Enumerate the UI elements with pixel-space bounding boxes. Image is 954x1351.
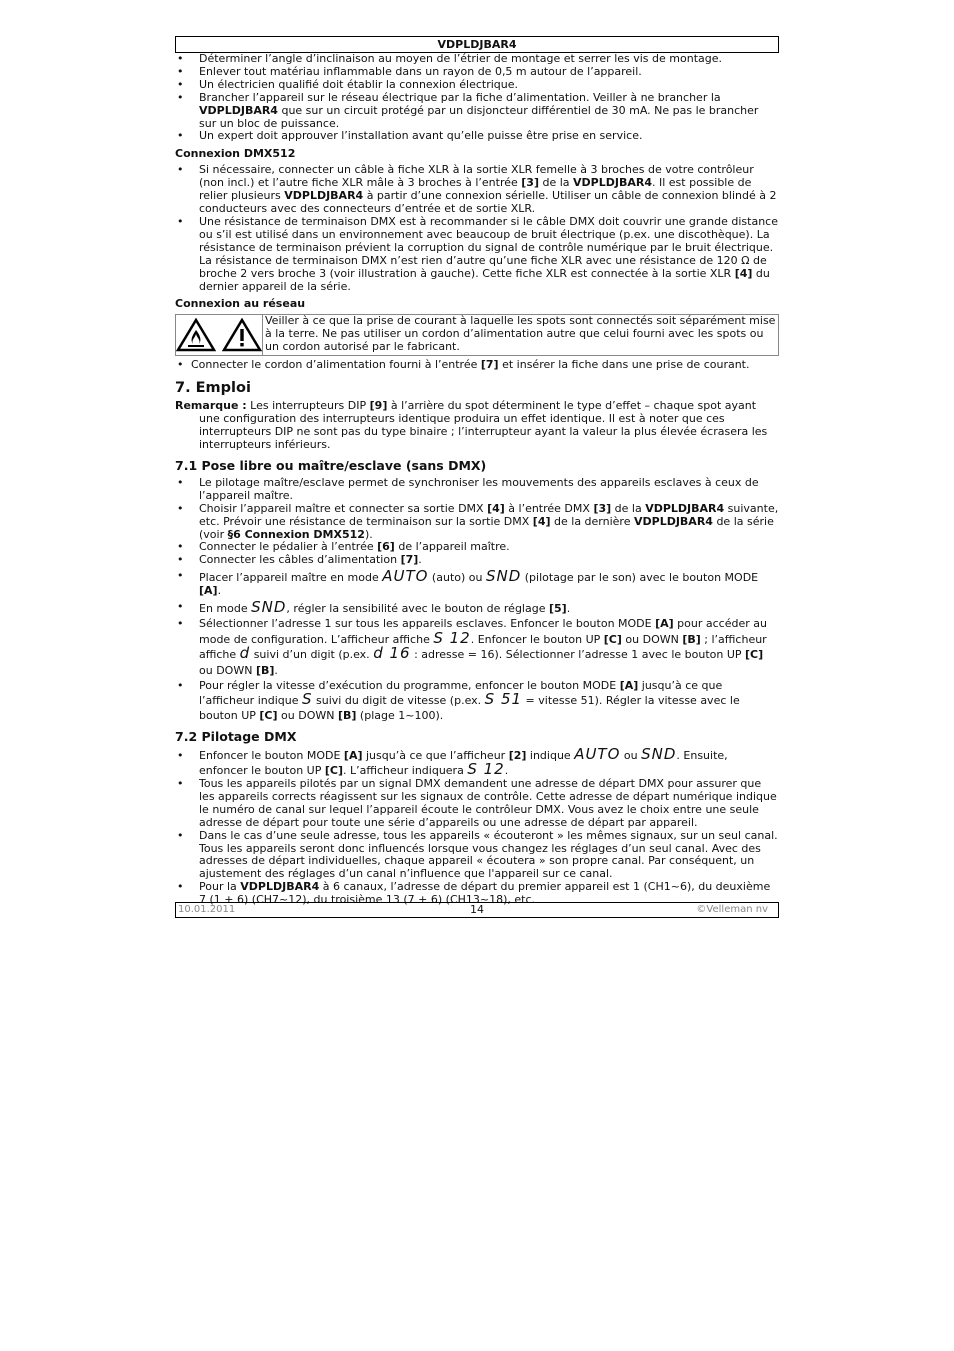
segment-display-snd: SND <box>485 567 522 586</box>
list-item: • Placer l’appareil maître en mode AUTO (auto) ou SND (pilotage par le son) avec le bouton MODE [A]. <box>175 570 779 598</box>
segment-display-s: S <box>302 690 313 708</box>
network-heading: Connexion au réseau <box>175 297 306 311</box>
page-footer <box>175 902 779 918</box>
install-list <box>175 53 779 143</box>
list-item: • Une résistance de terminaison DMX est à recommander si le câble DMX doit couvrir une grande distance ou s’il est utilisé dans un environnement avec beaucoup de bruit électrique (p.ex. une discothèque). La résistance de terminaison prévient la corruption du signal de contrôle numérique par le bruit électrique. La résistance de terminaison DMX n’est rien d’autre qu’une fiche XLR avec une résistance de 120 Ω de broche 2 vers broche 3 (voir illustration à gauche). Cette fiche XLR est connectée à la sortie XLR [4] du dernier appareil de la série. <box>175 216 779 293</box>
subsection-heading-dmx: 7.2 Pilotage DMX <box>175 729 297 744</box>
master-slave-list <box>175 477 779 723</box>
segment-display-auto: AUTO <box>382 567 429 586</box>
segment-display-d16: d 16 <box>373 644 411 662</box>
footer-copyright: ©Velleman nv <box>696 904 768 915</box>
list-item: • Brancher l’appareil sur le réseau électrique par la fiche d’alimentation. Veiller à ne brancher la VDPLDJBAR4 que sur un circuit protégé par un disjoncteur différentiel de 30 mA. Ne pas le brancher sur un bloc de puissance. <box>175 92 779 131</box>
segment-display-snd: SND <box>641 745 677 763</box>
list-item: • Un électricien qualifié doit établir la connexion électrique. <box>175 79 779 92</box>
list-item: • Dans le cas d’une seule adresse, tous les appareils « écouteront » les mêmes signaux, sur un seul canal. Tous les appareils seront donc influencés lorsque vous changez les réglages d’un seul canal. Avec des adresses de départ individuelles, chaque appareil « écoutera » son propre canal. Par conséquent, un ajustement des réglages d’un canal n’influence que l'appareil sur ce canal. <box>175 830 779 882</box>
segment-display-d: d <box>239 644 251 662</box>
list-item: • Enlever tout matériau inflammable dans un rayon de 0,5 m autour de l’appareil. <box>175 66 779 79</box>
list-item: • Connecter le cordon d’alimentation fourni à l’entrée [7] et insérer la fiche dans une prise de courant. <box>175 359 779 372</box>
dmx512-heading: Connexion DMX512 <box>175 147 296 161</box>
list-item: • Pour la VDPLDJBAR4 à 6 canaux, l’adresse de départ du premier appareil est 1 (CH1~6), du deuxième 7 (1 + 6) (CH7~12), du troisième 13 (7 + 6) (CH13~18), etc. <box>175 881 779 907</box>
subsection-heading-master-slave: 7.1 Pose libre ou maître/esclave (sans DMX) <box>175 457 487 473</box>
list-item: • Connecter les câbles d’alimentation [7]. <box>175 554 779 567</box>
list-item: • Déterminer l’angle d’inclinaison au moyen de l’étrier de montage et serrer les vis de montage. <box>175 53 779 66</box>
list-item: • Pour régler la vitesse d’exécution du programme, enfoncer le bouton MODE [A] jusqu’à ce que l’afficheur indique S suivi du digit de vitesse (p.ex. S 51 = vitesse 51). Régler la vitesse avec le bouton UP [C] ou DOWN [B] (plage 1~100). <box>175 678 779 723</box>
list-item: • Tous les appareils pilotés par un signal DMX demandent une adresse de départ DMX pour assurer que les appareils corrects réagissent sur les signaux de contrôle. Cette adresse de départ numérique indique le numéro de canal sur lequel l’appareil écoute le contrôleur DMX. Vous avez le choix entre une seule adresse de départ pour toute une série d’appareils ou une adresse de départ par appareil. <box>175 778 779 830</box>
network-list <box>175 359 779 372</box>
flammable-warning-icon <box>176 318 216 352</box>
list-item: • Un expert doit approuver l’installation avant qu’elle puisse être prise en service. <box>175 130 779 143</box>
remark-paragraph: Remarque : Les interrupteurs DIP [9] à l’arrière du spot déterminent le type d’effet – chaque spot ayant une configuration des interrupteurs identique produira un effet identique. Il est à noter que ces interrupteurs DIP ne sont pas du type binaire ; l’interrupteur ayant la valeur la plus élevée écrasera les interrupteurs inférieurs. <box>175 399 768 452</box>
section-heading-emploi: 7. Emploi <box>175 380 251 397</box>
segment-display-s51: S 51 <box>484 690 523 708</box>
dmx-control-list <box>175 745 779 907</box>
list-item: • Si nécessaire, connecter un câble à fiche XLR à la sortie XLR femelle à 3 broches de votre contrôleur (non incl.) et l’autre fiche XLR mâle à 3 broches à l’entrée [3] de la VDPLDJBAR4. Il est possible de relier plusieurs VDPLDJBAR4 à partir d’une connexion sérielle. Utiliser un câble de connexion blindé à 2 conducteurs avec des connecteurs d’entrée et de sortie XLR. <box>175 164 779 216</box>
segment-display-s12: S 12 <box>433 628 471 647</box>
document-page <box>175 36 779 907</box>
list-item: • En mode SND, régler la sensibilité avec le bouton de réglage [5]. <box>175 601 779 616</box>
page-header-title: VDPLDJBAR4 <box>175 36 779 53</box>
segment-display-s12: S 12 <box>467 760 505 778</box>
exclamation-warning-icon <box>222 318 262 352</box>
warning-text: Veiller à ce que la prise de courant à laquelle les spots sont connectés soit séparément mise à la terre. Ne pas utiliser un cordon d’alimentation autre que celui fourni avec les spots ou un cordon autorisé par le fabricant. <box>265 314 776 354</box>
list-item: • Enfoncer le bouton MODE [A] jusqu’à ce que l’afficheur [2] indique AUTO ou SND. Ensuite, enfoncer le bouton UP [C]. L’afficheur indiquera S 12. <box>175 748 779 778</box>
dmx512-list <box>175 164 779 293</box>
warning-box <box>175 314 779 356</box>
footer-page-number: 14 <box>470 903 484 916</box>
segment-display-auto: AUTO <box>574 745 621 763</box>
list-item: • Choisir l’appareil maître et connecter sa sortie DMX [4] à l’entrée DMX [3] de la VDPLDJBAR4 suivante, etc. Prévoir une résistance de terminaison sur la sortie DMX [4] de la dernière VDPLDJBAR4 de la série (voir §6 Connexion DMX512). <box>175 503 779 542</box>
segment-display-snd: SND <box>251 598 287 617</box>
list-item: • Le pilotage maître/esclave permet de synchroniser les mouvements des appareils esclaves à ceux de l’appareil maître. <box>175 477 779 503</box>
list-item: • Connecter le pédalier à l’entrée [6] de l’appareil maître. <box>175 541 779 554</box>
footer-date: 10.01.2011 <box>178 904 236 915</box>
list-item: • Sélectionner l’adresse 1 sur tous les appareils esclaves. Enfoncer le bouton MODE [A] pour accéder au mode de configuration. L’afficheur affiche S 12. Enfoncer le bouton UP [C] ou DOWN [B] ; l’afficheur affiche d suivi d’un digit (p.ex. d 16 : adresse = 16). Sélectionner l’adresse 1 avec le bouton UP [C] ou DOWN [B]. <box>175 616 779 678</box>
